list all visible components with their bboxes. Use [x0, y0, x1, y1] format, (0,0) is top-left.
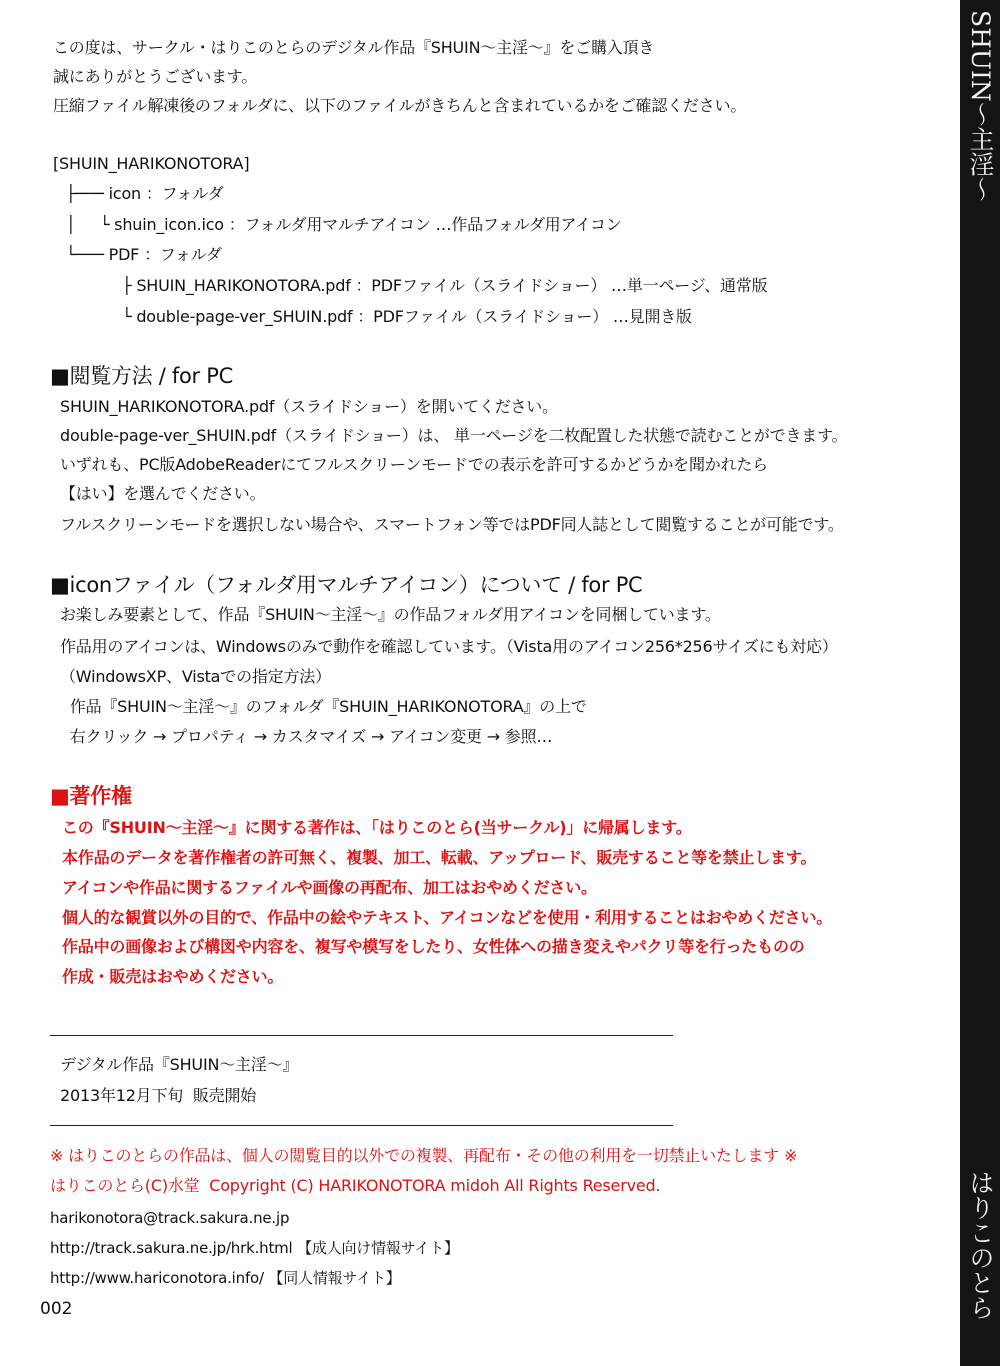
intro-line-2: 誠にありがとうございます。 — [53, 67, 258, 86]
tree-root: [SHUIN_HARIKONOTORA] — [53, 154, 250, 173]
intro-line-3: 圧縮ファイル解凍後のフォルダに、以下のファイルがきちんと含まれているかをご確認ください。 — [53, 96, 747, 115]
viewing-line-1: SHUIN_HARIKONOTORA.pdf（スライドショー）を開いてください。 — [60, 397, 558, 416]
divider-top — [50, 1035, 673, 1036]
icon-section-heading: ■iconファイル（フォルダ用マルチアイコン）について / for PC — [50, 573, 643, 597]
footer-site-doujin: http://www.hariconotora.info/ 【同人情報サイト】 — [50, 1269, 401, 1287]
side-title: SHUIN～主淫～ — [966, 10, 995, 202]
copyright-line-5: 作品中の画像および構図や内容を、複写や模写をしたり、女性体への描き変えやパクリ等を行ったものの — [62, 937, 805, 956]
viewing-heading: ■閲覧方法 / for PC — [50, 364, 233, 388]
tree-pdf-double: └ double-page-ver_SHUIN.pdf ：PDFファイル（スライドショー） …見開き版 — [122, 307, 692, 326]
copyright-line-6: 作成・販売はおやめください。 — [62, 967, 284, 986]
divider-bottom — [50, 1125, 673, 1126]
tree-pdf-single: ├ SHUIN_HARIKONOTORA.pdf ：PDFファイル（スライドショー） …単一ページ、通常版 — [122, 276, 768, 295]
release-title: デジタル作品『SHUIN～主淫～』 — [60, 1055, 299, 1074]
copyright-line-4: 個人的な観賞以外の目的で、作品中の絵やテキスト、アイコンなどを使用・利用することはおやめください。 — [62, 908, 833, 927]
tree-icon-file: │ └ shuin_icon.ico ：フォルダ用マルチアイコン …作品フォルダ用アイコン — [66, 215, 622, 234]
viewing-line-4: 【はい】を選んでください。 — [60, 484, 266, 503]
viewing-line-2: double-page-ver_SHUIN.pdf（スライドショー）は、 単一ページを二枚配置した状態で読むことができます。 — [60, 426, 848, 445]
copyright-heading: ■著作権 — [50, 784, 132, 808]
copyright-line-2: 本作品のデータを著作権者の許可無く、複製、加工、転載、アップロード、販売すること等を禁止します。 — [62, 848, 817, 867]
icon-line-2: 作品用のアイコンは、Windowsのみで動作を確認しています。（Vista用のアイコン256*256サイズにも対応） — [60, 637, 838, 656]
intro-line-1: この度は、サークル・はりこのとらのデジタル作品『SHUIN～主淫～』をご購入頂き — [53, 38, 655, 57]
icon-line-3: （WindowsXP、Vistaでの指定方法） — [60, 667, 331, 686]
side-circle-name: はりこのとら — [966, 1170, 995, 1320]
icon-line-1: お楽しみ要素として、作品『SHUIN～主淫～』の作品フォルダ用アイコンを同梱しています。 — [60, 605, 721, 624]
footer-site-adult: http://track.sakura.ne.jp/hrk.html 【成人向け情報サイト】 — [50, 1239, 459, 1257]
icon-line-4: 作品『SHUIN～主淫～』のフォルダ『SHUIN_HARIKONOTORA』の上で — [60, 697, 587, 716]
copyright-line-1: この『SHUIN～主淫～』に関する著作は、「はりこのとら(当サークル)」に帰属します。 — [62, 818, 692, 837]
viewing-line-5: フルスクリーンモードを選択しない場合や、スマートフォン等ではPDF同人誌として閲覧することが可能です。 — [60, 515, 844, 534]
side-strip — [960, 0, 1000, 1366]
tree-pdf-folder: └─── PDF ：フォルダ — [66, 245, 222, 264]
release-date: 2013年12月下旬 販売開始 — [60, 1086, 257, 1105]
footer-copyright: はりこのとら(C)水堂 Copyright (C) HARIKONOTORA midoh All Rights Reserved. — [50, 1176, 661, 1195]
viewing-line-3: いずれも、PC版AdobeReaderにてフルスクリーンモードでの表示を許可するかどうかを聞かれたら — [60, 455, 768, 474]
page-number: 002 — [40, 1299, 73, 1319]
copyright-line-3: アイコンや作品に関するファイルや画像の再配布、加工はおやめください。 — [62, 878, 597, 897]
icon-line-5: 右クリック → プロパティ → カスタマイズ → アイコン変更 → 参照… — [60, 727, 553, 746]
footer-notice: ※ はりこのとらの作品は、個人の閲覧目的以外での複製、再配布・その他の利用を一切禁止いたします ※ — [50, 1146, 798, 1165]
footer-email: harikonotora@track.sakura.ne.jp — [50, 1209, 290, 1227]
tree-icon-folder: ├─── icon ：フォルダ — [66, 184, 224, 203]
